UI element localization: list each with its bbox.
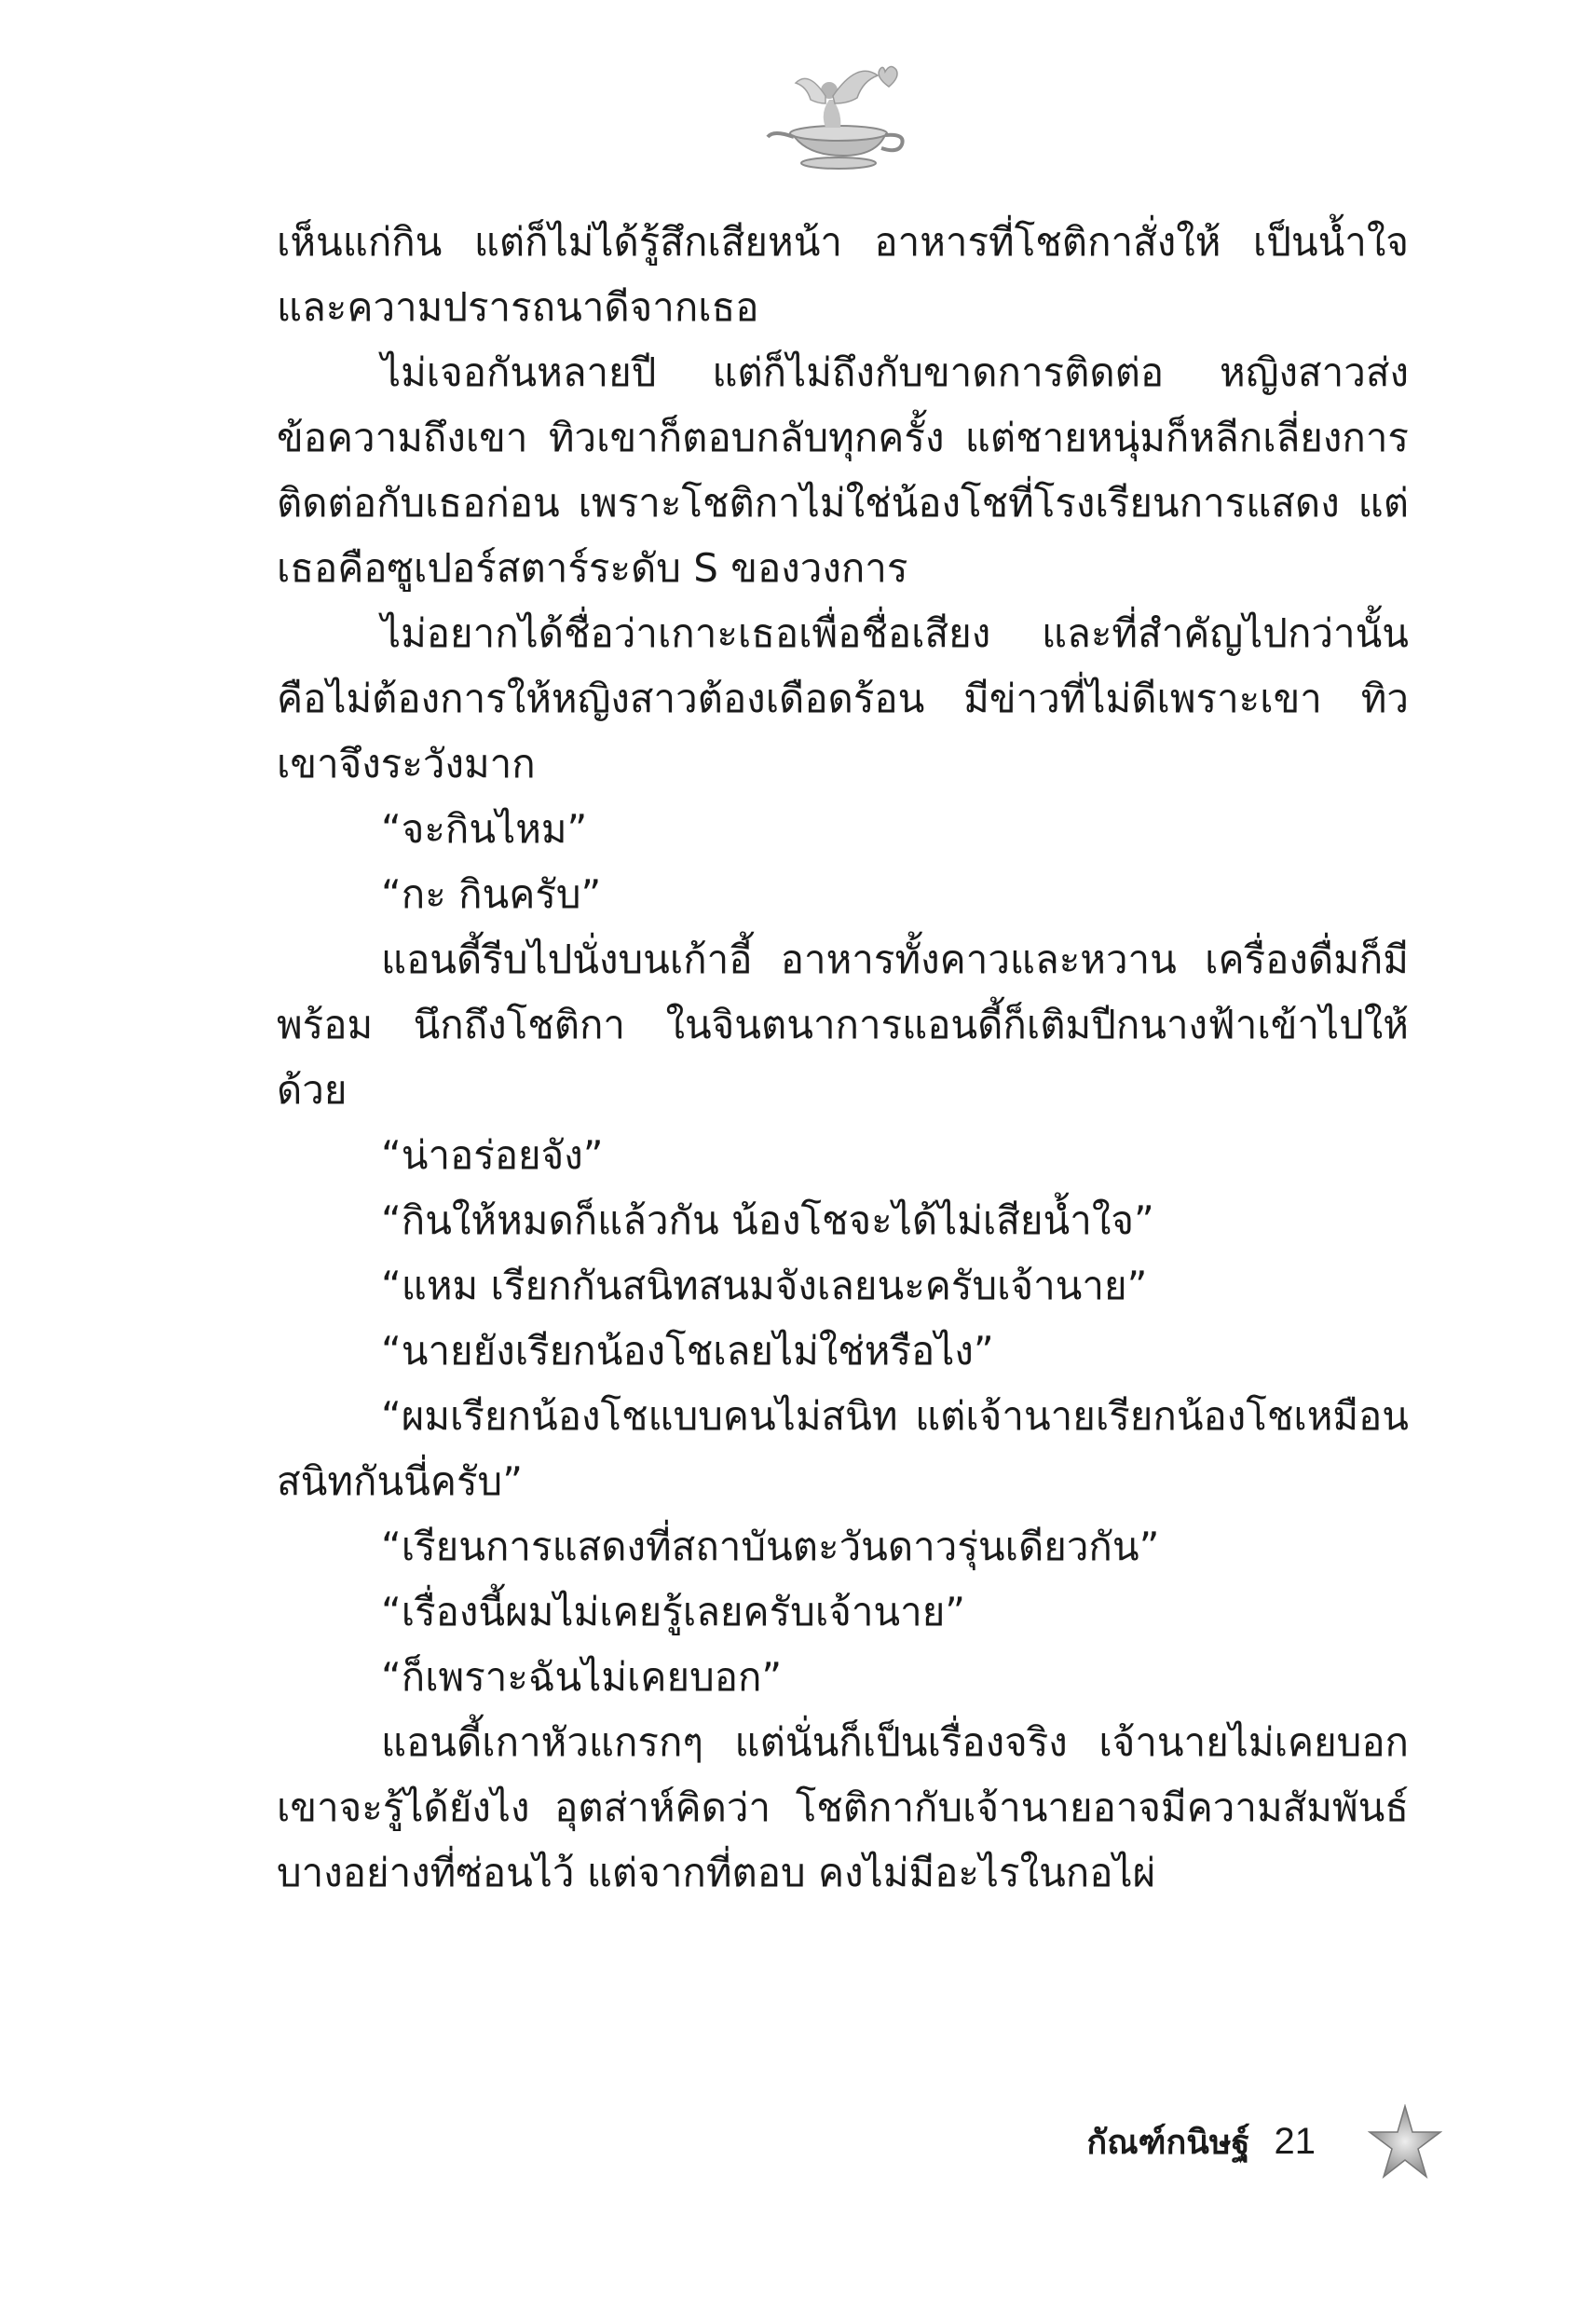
dialogue-line: “เรื่องนี้ผมไม่เคยรู้เลยครับเจ้านาย” xyxy=(381,1589,966,1634)
dialogue-line: “กินให้หมดก็แล้วกัน น้องโชจะได้ไม่เสียน้ำใจ” xyxy=(381,1197,1154,1243)
paragraph-6: แอนดี้รีบไปนั่งบนเก้าอี้ อาหารทั้งคาวและหวาน เครื่องดื่มก็มีพร้อม นึกถึงโชติกา ในจินตนาการแอนดี้ก็เติมปีกนางฟ้าเข้าไปให้ด้วย xyxy=(277,937,1409,1113)
angel-teacup-ornament-icon xyxy=(755,51,913,182)
dialogue-line: “ผมเรียกน้องโชแบบคนไม่สนิท แต่เจ้านายเรียกน้องโชเหมือนสนิทกันนี่ครับ” xyxy=(277,1393,1409,1504)
paragraph-2: ไม่เจอกันหลายปี แต่ก็ไม่ถึงกับขาดการติดต่อ หญิงสาวส่งข้อความถึงเขา ทิวเขาก็ตอบกลับทุกครั้ง แต่ชายหนุ่มก็หลีกเลี่ยงการติดต่อกับเธอก่อน เพราะโชติกาไม่ใช่น้องโชที่โรงเรียนการแสดง แต่เธอคือซูเปอร์สตาร์ระดับ S ของวงการ xyxy=(277,349,1409,591)
star-icon xyxy=(1368,2104,1442,2179)
paragraph-3: ไม่อยากได้ชื่อว่าเกาะเธอเพื่อชื่อเสียง และที่สำคัญไปกว่านั้นคือไม่ต้องการให้หญิงสาวต้องเดือดร้อน มีข่าวที่ไม่ดีเพราะเขา ทิวเขาจึงระวังมาก xyxy=(277,610,1409,786)
dialogue-line: “กะ กินครับ” xyxy=(381,871,602,917)
dialogue-line: “เรียนการแสดงที่สถาบันตะวันดาวรุ่นเดียวกัน” xyxy=(381,1524,1160,1569)
dialogue-line: “นายยังเรียกน้องโชเลยไม่ใช่หรือไง” xyxy=(381,1328,994,1374)
paragraph-15: แอนดี้เกาหัวแกรกๆ แต่นั่นก็เป็นเรื่องจริง เจ้านายไม่เคยบอกเขาจะรู้ได้ยังไง อุตส่าห์คิดว่า โชติกากับเจ้านายอาจมีความสัมพันธ์บางอย่างที่ซ่อนไว้ แต่จากที่ตอบ คงไม่มีอะไรในกอไผ่ xyxy=(277,1719,1409,1895)
book-title: กัณฑ์กนิษฐ์ xyxy=(1086,2123,1250,2162)
dialogue-line: “แหม เรียกกันสนิทสนมจังเลยนะครับเจ้านาย” xyxy=(381,1263,1148,1308)
page-footer xyxy=(1086,2104,1442,2179)
dialogue-line: “ก็เพราะฉันไม่เคยบอก” xyxy=(381,1654,783,1700)
paragraph-1: เห็นแก่กิน แต่ก็ไม่ได้รู้สึกเสียหน้า อาหารที่โชติกาสั่งให้ เป็นน้ำใจและความปรารถนาดีจากเธอ xyxy=(277,219,1409,330)
page-number: 21 xyxy=(1274,2120,1316,2162)
chapter-body-text xyxy=(277,210,1409,1906)
dialogue-line: “น่าอร่อยจัง” xyxy=(381,1132,604,1178)
dialogue-line: “จะกินไหม” xyxy=(381,806,588,852)
